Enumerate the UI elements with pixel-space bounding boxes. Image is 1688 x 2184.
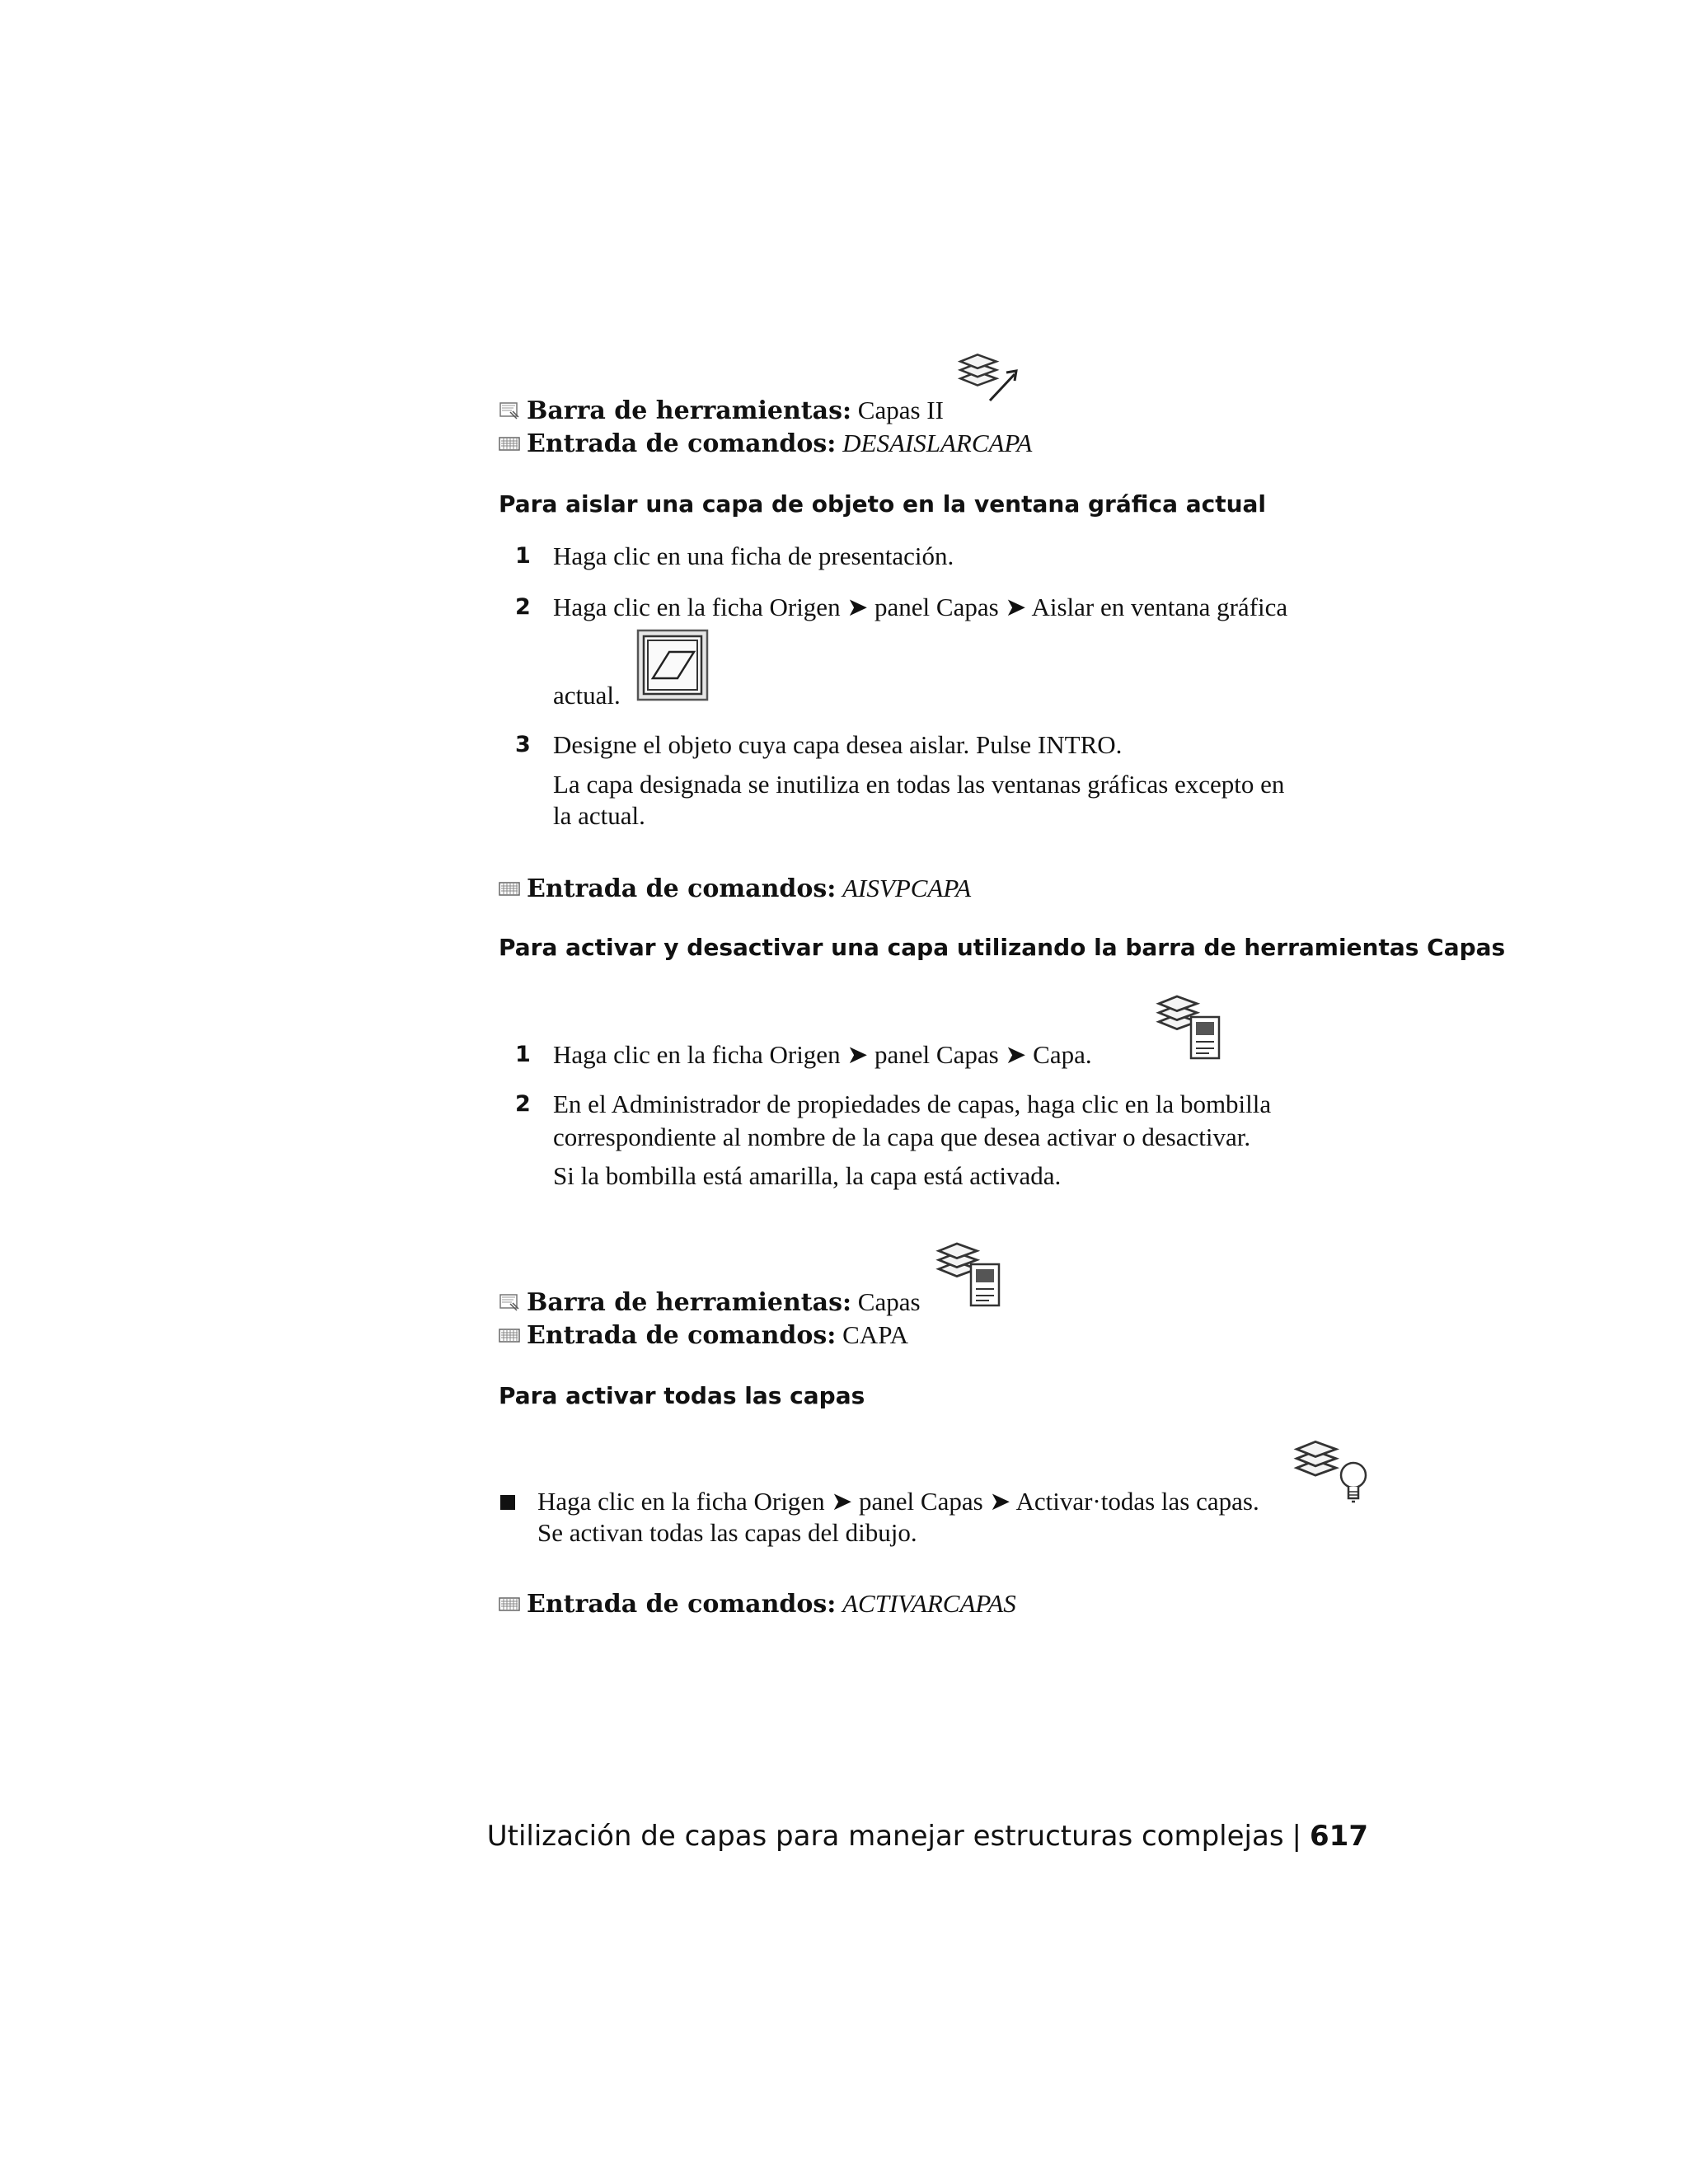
step-number: 3: [515, 732, 531, 757]
layer-properties-icon: [1150, 987, 1226, 1063]
step-number: 1: [515, 543, 531, 569]
command-label: Entrada de comandos:: [527, 874, 837, 903]
layer-unisolate-icon: [952, 346, 1022, 412]
section-heading-toggle: Para activar y desactivar una capa utilizando la barra de herramientas Capas: [499, 934, 1506, 961]
command-value: CAPA: [842, 1320, 908, 1349]
command-value: DESAISLARCAPA: [842, 429, 1033, 457]
step-note: La capa designada se inutiliza en todas las ventanas gráficas excepto en: [553, 770, 1285, 799]
command-line-1: [499, 427, 1032, 461]
step-text: Haga clic en una ficha de presentación.: [553, 541, 954, 570]
command-line-3: [499, 1319, 908, 1352]
command-label: Entrada de comandos:: [527, 1321, 837, 1350]
step-text: correspondiente al nombre de la capa que desea activar o desactivar.: [553, 1122, 1251, 1151]
keyboard-icon: [499, 1325, 520, 1345]
toolbar-label: Barra de herramientas:: [527, 396, 852, 425]
step-text: Haga clic en la ficha Origen ➤ panel Capas ➤ Aislar en ventana gráfica: [553, 593, 1288, 621]
toolbar-icon: [499, 1292, 520, 1312]
step-text: En el Administrador de propiedades de capas, haga clic en la bombilla: [553, 1090, 1272, 1118]
command-line-2: [499, 872, 971, 906]
toolbar-label: Barra de herramientas:: [527, 1288, 852, 1317]
step-number: 2: [515, 1091, 531, 1117]
toolbar-value: Capas: [857, 1287, 921, 1316]
toolbar-line-1: [499, 394, 944, 428]
footer-separator: |: [1292, 1820, 1302, 1853]
command-value: AISVPCAPA: [842, 874, 972, 902]
bullet-text: Se activan todas las capas del dibujo.: [537, 1518, 917, 1547]
section-heading-isolate: Para aislar una capa de objeto en la ventana gráfica actual: [499, 490, 1267, 518]
toolbar-value: Capas II: [857, 396, 944, 424]
bullet-text: Haga clic en la ficha Origen ➤ panel Capas ➤ Activar·todas las capas.: [537, 1487, 1259, 1516]
keyboard-icon: [499, 434, 520, 453]
step-text: Designe el objeto cuya capa desea aislar. Pulse INTRO.: [553, 730, 1123, 759]
step-number: 2: [515, 594, 531, 620]
toolbar-icon: [499, 401, 520, 420]
command-label: Entrada de comandos:: [527, 1590, 837, 1619]
layers-on-bulb-icon: [1287, 1432, 1373, 1511]
section-heading-activate-all: Para activar todas las capas: [499, 1382, 865, 1409]
layer-properties-icon: [930, 1235, 1006, 1310]
keyboard-icon: [499, 879, 520, 898]
bullet-square: [500, 1495, 515, 1510]
command-value: ACTIVARCAPAS: [842, 1589, 1016, 1618]
command-label: Entrada de comandos:: [527, 429, 837, 458]
footer-title: Utilización de capas para manejar estructuras complejas: [486, 1820, 1284, 1853]
keyboard-icon: [499, 1594, 520, 1614]
step-note: Si la bombilla está amarilla, la capa está activada.: [553, 1161, 1062, 1190]
page-footer: [487, 1818, 1368, 1854]
step-text-continued: actual.: [553, 681, 621, 710]
viewport-isolate-icon: [636, 629, 709, 701]
page-number: 617: [1310, 1820, 1368, 1853]
step-number: 1: [515, 1042, 531, 1067]
step-text: Haga clic en la ficha Origen ➤ panel Capas ➤ Capa.: [553, 1040, 1092, 1069]
command-line-4: [499, 1587, 1016, 1621]
step-note: la actual.: [553, 801, 645, 830]
toolbar-line-2: [499, 1286, 921, 1319]
